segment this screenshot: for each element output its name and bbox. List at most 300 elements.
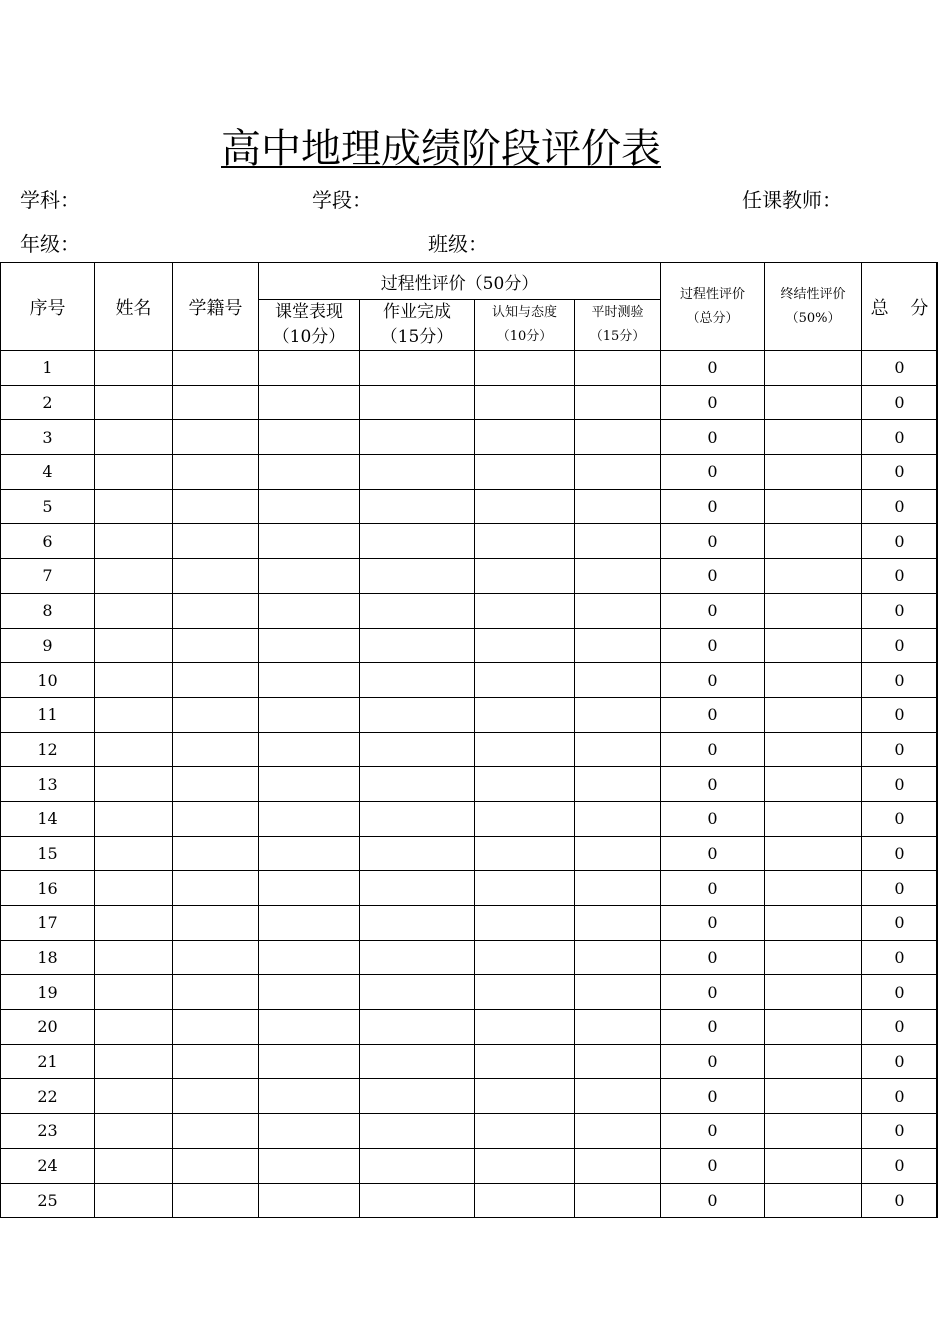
- table-row: [1, 420, 938, 455]
- cell-total: 0: [862, 1148, 938, 1183]
- cell-homework[interactable]: [360, 663, 475, 698]
- table-row: [1, 975, 938, 1010]
- table-row: [1, 697, 938, 732]
- cell-attitude[interactable]: [475, 489, 575, 524]
- header-process-group: 过程性评价（50分）: [259, 263, 661, 300]
- cell-seq: 17: [1, 906, 95, 941]
- cell-attitude[interactable]: [475, 697, 575, 732]
- cell-name[interactable]: [95, 732, 173, 767]
- cell-homework[interactable]: [360, 385, 475, 420]
- cell-process-total: 0: [661, 1079, 765, 1114]
- cell-class-performance[interactable]: [259, 1044, 360, 1079]
- grade-table: [0, 262, 938, 1218]
- cell-class-performance[interactable]: [259, 1148, 360, 1183]
- cell-class-performance[interactable]: [259, 1114, 360, 1149]
- cell-student-id[interactable]: [173, 559, 259, 594]
- cell-student-id[interactable]: [173, 455, 259, 490]
- table-row: [1, 455, 938, 490]
- cell-final-eval[interactable]: [765, 1079, 862, 1114]
- header-seq: 序号: [1, 263, 95, 351]
- cell-process-total: 0: [661, 489, 765, 524]
- cell-name[interactable]: [95, 836, 173, 871]
- cell-attitude[interactable]: [475, 906, 575, 941]
- cell-homework[interactable]: [360, 906, 475, 941]
- table-right-edge: [936, 262, 937, 1217]
- table-row: [1, 489, 938, 524]
- cell-homework[interactable]: [360, 420, 475, 455]
- cell-seq: 25: [1, 1183, 95, 1218]
- cell-seq: 16: [1, 871, 95, 906]
- cell-name[interactable]: [95, 906, 173, 941]
- cell-total: 0: [862, 420, 938, 455]
- cell-final-eval[interactable]: [765, 559, 862, 594]
- cell-attitude[interactable]: [475, 871, 575, 906]
- cell-final-eval[interactable]: [765, 1114, 862, 1149]
- header-final-eval-label: 终结性评价: [780, 286, 846, 302]
- table-row: [1, 1148, 938, 1183]
- header-homework-label: 作业完成: [383, 302, 451, 322]
- cell-final-eval[interactable]: [765, 524, 862, 559]
- cell-final-eval[interactable]: [765, 1183, 862, 1218]
- cell-quiz[interactable]: [575, 836, 661, 871]
- cell-name[interactable]: [95, 628, 173, 663]
- cell-seq: 2: [1, 385, 95, 420]
- cell-class-performance[interactable]: [259, 801, 360, 836]
- cell-seq: 9: [1, 628, 95, 663]
- cell-student-id[interactable]: [173, 836, 259, 871]
- header-homework-pts: （15分）: [380, 327, 454, 347]
- header-quiz-pts: （15分）: [589, 329, 646, 344]
- cell-seq: 7: [1, 559, 95, 594]
- cell-quiz[interactable]: [575, 1114, 661, 1149]
- cell-homework[interactable]: [360, 801, 475, 836]
- cell-seq: 18: [1, 940, 95, 975]
- cell-final-eval[interactable]: [765, 697, 862, 732]
- cell-total: 0: [862, 767, 938, 802]
- cell-student-id[interactable]: [173, 628, 259, 663]
- cell-name[interactable]: [95, 420, 173, 455]
- cell-seq: 22: [1, 1079, 95, 1114]
- cell-homework[interactable]: [360, 1010, 475, 1045]
- header-attitude-pts: （10分）: [496, 329, 553, 344]
- cell-final-eval[interactable]: [765, 1044, 862, 1079]
- cell-seq: 13: [1, 767, 95, 802]
- cell-attitude[interactable]: [475, 351, 575, 386]
- cell-name[interactable]: [95, 1010, 173, 1045]
- cell-final-eval[interactable]: [765, 351, 862, 386]
- cell-final-eval[interactable]: [765, 663, 862, 698]
- cell-name[interactable]: [95, 1114, 173, 1149]
- cell-name[interactable]: [95, 455, 173, 490]
- cell-homework[interactable]: [360, 489, 475, 524]
- table-row: [1, 351, 938, 386]
- cell-process-total: 0: [661, 836, 765, 871]
- cell-homework[interactable]: [360, 940, 475, 975]
- cell-student-id[interactable]: [173, 906, 259, 941]
- cell-attitude[interactable]: [475, 1114, 575, 1149]
- cell-final-eval[interactable]: [765, 975, 862, 1010]
- cell-name[interactable]: [95, 697, 173, 732]
- cell-process-total: 0: [661, 1044, 765, 1079]
- header-total: 总 分: [862, 263, 938, 351]
- cell-name[interactable]: [95, 801, 173, 836]
- cell-quiz[interactable]: [575, 663, 661, 698]
- cell-name[interactable]: [95, 524, 173, 559]
- table-row: [1, 593, 938, 628]
- cell-final-eval[interactable]: [765, 836, 862, 871]
- cell-total: 0: [862, 385, 938, 420]
- cell-quiz[interactable]: [575, 732, 661, 767]
- cell-homework[interactable]: [360, 836, 475, 871]
- cell-class-performance[interactable]: [259, 385, 360, 420]
- cell-seq: 23: [1, 1114, 95, 1149]
- cell-name[interactable]: [95, 871, 173, 906]
- cell-total: 0: [862, 1114, 938, 1149]
- cell-quiz[interactable]: [575, 455, 661, 490]
- cell-process-total: 0: [661, 385, 765, 420]
- table-row: [1, 524, 938, 559]
- cell-process-total: 0: [661, 663, 765, 698]
- header-process-total: [661, 263, 765, 351]
- cell-final-eval[interactable]: [765, 871, 862, 906]
- cell-process-total: 0: [661, 801, 765, 836]
- cell-process-total: 0: [661, 767, 765, 802]
- cell-homework[interactable]: [360, 593, 475, 628]
- cell-total: 0: [862, 1079, 938, 1114]
- cell-quiz[interactable]: [575, 1079, 661, 1114]
- cell-name[interactable]: [95, 940, 173, 975]
- cell-seq: 6: [1, 524, 95, 559]
- cell-attitude[interactable]: [475, 1010, 575, 1045]
- cell-process-total: 0: [661, 420, 765, 455]
- cell-class-performance[interactable]: [259, 1079, 360, 1114]
- cell-final-eval[interactable]: [765, 906, 862, 941]
- header-attitude-label: 认知与态度: [491, 305, 557, 320]
- cell-attitude[interactable]: [475, 420, 575, 455]
- grade-table-body: [1, 351, 938, 1218]
- cell-process-total: 0: [661, 906, 765, 941]
- cell-final-eval[interactable]: [765, 455, 862, 490]
- table-row: [1, 940, 938, 975]
- cell-quiz[interactable]: [575, 1183, 661, 1218]
- cell-attitude[interactable]: [475, 801, 575, 836]
- cell-process-total: 0: [661, 559, 765, 594]
- cell-class-performance[interactable]: [259, 559, 360, 594]
- cell-name[interactable]: [95, 975, 173, 1010]
- cell-attitude[interactable]: [475, 628, 575, 663]
- table-row: [1, 906, 938, 941]
- cell-quiz[interactable]: [575, 906, 661, 941]
- cell-name[interactable]: [95, 767, 173, 802]
- table-row: [1, 836, 938, 871]
- cell-final-eval[interactable]: [765, 628, 862, 663]
- cell-quiz[interactable]: [575, 975, 661, 1010]
- header-process-total-label: 过程性评价: [680, 286, 746, 302]
- cell-final-eval[interactable]: [765, 1148, 862, 1183]
- cell-name[interactable]: [95, 1044, 173, 1079]
- cell-quiz[interactable]: [575, 1044, 661, 1079]
- header-class-performance-pts: （10分）: [272, 327, 346, 347]
- cell-total: 0: [862, 975, 938, 1010]
- cell-final-eval[interactable]: [765, 489, 862, 524]
- cell-class-performance[interactable]: [259, 663, 360, 698]
- cell-process-total: 0: [661, 628, 765, 663]
- cell-student-id[interactable]: [173, 940, 259, 975]
- cell-process-total: 0: [661, 940, 765, 975]
- table-row: [1, 628, 938, 663]
- table-row: [1, 801, 938, 836]
- cell-total: 0: [862, 732, 938, 767]
- cell-attitude[interactable]: [475, 1183, 575, 1218]
- cell-student-id[interactable]: [173, 1148, 259, 1183]
- cell-student-id[interactable]: [173, 732, 259, 767]
- cell-homework[interactable]: [360, 1079, 475, 1114]
- cell-seq: 5: [1, 489, 95, 524]
- cell-total: 0: [862, 1044, 938, 1079]
- cell-class-performance[interactable]: [259, 593, 360, 628]
- cell-homework[interactable]: [360, 1148, 475, 1183]
- cell-name[interactable]: [95, 489, 173, 524]
- cell-seq: 24: [1, 1148, 95, 1183]
- cell-final-eval[interactable]: [765, 593, 862, 628]
- cell-student-id[interactable]: [173, 1079, 259, 1114]
- cell-homework[interactable]: [360, 1183, 475, 1218]
- cell-final-eval[interactable]: [765, 732, 862, 767]
- teacher-label: 任课教师：: [742, 188, 842, 212]
- cell-class-performance[interactable]: [259, 836, 360, 871]
- cell-seq: 1: [1, 351, 95, 386]
- cell-quiz[interactable]: [575, 628, 661, 663]
- cell-homework[interactable]: [360, 1114, 475, 1149]
- cell-total: 0: [862, 940, 938, 975]
- cell-class-performance[interactable]: [259, 524, 360, 559]
- cell-process-total: 0: [661, 697, 765, 732]
- cell-process-total: 0: [661, 524, 765, 559]
- cell-homework[interactable]: [360, 697, 475, 732]
- cell-attitude[interactable]: [475, 1079, 575, 1114]
- cell-homework[interactable]: [360, 351, 475, 386]
- cell-attitude[interactable]: [475, 975, 575, 1010]
- cell-student-id[interactable]: [173, 1044, 259, 1079]
- cell-class-performance[interactable]: [259, 871, 360, 906]
- header-final-eval-sub: （50%）: [785, 310, 841, 326]
- cell-class-performance[interactable]: [259, 489, 360, 524]
- cell-attitude[interactable]: [475, 455, 575, 490]
- cell-seq: 15: [1, 836, 95, 871]
- cell-homework[interactable]: [360, 559, 475, 594]
- cell-class-performance[interactable]: [259, 906, 360, 941]
- cell-quiz[interactable]: [575, 801, 661, 836]
- cell-total: 0: [862, 351, 938, 386]
- table-row: [1, 663, 938, 698]
- cell-attitude[interactable]: [475, 836, 575, 871]
- cell-class-performance[interactable]: [259, 1183, 360, 1218]
- table-row: [1, 385, 938, 420]
- table-row: [1, 1010, 938, 1045]
- cell-quiz[interactable]: [575, 940, 661, 975]
- cell-student-id[interactable]: [173, 593, 259, 628]
- cell-process-total: 0: [661, 975, 765, 1010]
- cell-final-eval[interactable]: [765, 420, 862, 455]
- cell-homework[interactable]: [360, 524, 475, 559]
- cell-student-id[interactable]: [173, 975, 259, 1010]
- cell-attitude[interactable]: [475, 385, 575, 420]
- cell-attitude[interactable]: [475, 593, 575, 628]
- cell-total: 0: [862, 871, 938, 906]
- subject-label: 学科：: [20, 188, 80, 212]
- cell-student-id[interactable]: [173, 767, 259, 802]
- cell-student-id[interactable]: [173, 524, 259, 559]
- cell-attitude[interactable]: [475, 767, 575, 802]
- cell-student-id[interactable]: [173, 697, 259, 732]
- cell-total: 0: [862, 1010, 938, 1045]
- cell-process-total: 0: [661, 1183, 765, 1218]
- cell-process-total: 0: [661, 1114, 765, 1149]
- cell-quiz[interactable]: [575, 559, 661, 594]
- cell-class-performance[interactable]: [259, 1010, 360, 1045]
- cell-seq: 14: [1, 801, 95, 836]
- cell-class-performance[interactable]: [259, 767, 360, 802]
- cell-name[interactable]: [95, 1148, 173, 1183]
- cell-total: 0: [862, 697, 938, 732]
- cell-seq: 8: [1, 593, 95, 628]
- cell-process-total: 0: [661, 1148, 765, 1183]
- cell-quiz[interactable]: [575, 871, 661, 906]
- cell-total: 0: [862, 593, 938, 628]
- cell-student-id[interactable]: [173, 351, 259, 386]
- cell-homework[interactable]: [360, 1044, 475, 1079]
- cell-student-id[interactable]: [173, 663, 259, 698]
- table-row: [1, 732, 938, 767]
- cell-student-id[interactable]: [173, 871, 259, 906]
- cell-student-id[interactable]: [173, 385, 259, 420]
- header-final-eval: [765, 263, 862, 351]
- cell-seq: 12: [1, 732, 95, 767]
- cell-process-total: 0: [661, 871, 765, 906]
- cell-attitude[interactable]: [475, 1148, 575, 1183]
- cell-quiz[interactable]: [575, 524, 661, 559]
- grade-label: 年级：: [20, 232, 80, 256]
- cell-final-eval[interactable]: [765, 801, 862, 836]
- cell-seq: 4: [1, 455, 95, 490]
- cell-total: 0: [862, 489, 938, 524]
- cell-student-id[interactable]: [173, 1114, 259, 1149]
- cell-homework[interactable]: [360, 455, 475, 490]
- header-name: 姓名: [95, 263, 173, 351]
- cell-class-performance[interactable]: [259, 420, 360, 455]
- cell-quiz[interactable]: [575, 767, 661, 802]
- cell-attitude[interactable]: [475, 940, 575, 975]
- cell-quiz[interactable]: [575, 593, 661, 628]
- stage-label: 学段：: [312, 188, 372, 212]
- cell-attitude[interactable]: [475, 524, 575, 559]
- cell-name[interactable]: [95, 385, 173, 420]
- cell-student-id[interactable]: [173, 1183, 259, 1218]
- cell-total: 0: [862, 524, 938, 559]
- cell-name[interactable]: [95, 351, 173, 386]
- cell-final-eval[interactable]: [765, 1010, 862, 1045]
- cell-total: 0: [862, 455, 938, 490]
- cell-class-performance[interactable]: [259, 628, 360, 663]
- cell-quiz[interactable]: [575, 489, 661, 524]
- cell-student-id[interactable]: [173, 489, 259, 524]
- cell-name[interactable]: [95, 1079, 173, 1114]
- cell-homework[interactable]: [360, 975, 475, 1010]
- cell-name[interactable]: [95, 1183, 173, 1218]
- cell-seq: 19: [1, 975, 95, 1010]
- cell-seq: 11: [1, 697, 95, 732]
- cell-class-performance[interactable]: [259, 975, 360, 1010]
- cell-student-id[interactable]: [173, 801, 259, 836]
- cell-quiz[interactable]: [575, 1148, 661, 1183]
- cell-total: 0: [862, 663, 938, 698]
- cell-homework[interactable]: [360, 732, 475, 767]
- cell-quiz[interactable]: [575, 1010, 661, 1045]
- cell-class-performance[interactable]: [259, 697, 360, 732]
- cell-final-eval[interactable]: [765, 385, 862, 420]
- table-row: [1, 1183, 938, 1218]
- header-quiz: [575, 300, 661, 351]
- cell-class-performance[interactable]: [259, 940, 360, 975]
- cell-homework[interactable]: [360, 628, 475, 663]
- cell-process-total: 0: [661, 455, 765, 490]
- cell-attitude[interactable]: [475, 663, 575, 698]
- table-row: [1, 1079, 938, 1114]
- header-attitude: [475, 300, 575, 351]
- cell-final-eval[interactable]: [765, 940, 862, 975]
- cell-name[interactable]: [95, 559, 173, 594]
- cell-homework[interactable]: [360, 871, 475, 906]
- header-homework: [360, 300, 475, 351]
- cell-total: 0: [862, 906, 938, 941]
- cell-name[interactable]: [95, 663, 173, 698]
- cell-quiz[interactable]: [575, 420, 661, 455]
- cell-total: 0: [862, 836, 938, 871]
- cell-homework[interactable]: [360, 767, 475, 802]
- cell-student-id[interactable]: [173, 420, 259, 455]
- cell-class-performance[interactable]: [259, 732, 360, 767]
- table-row: [1, 767, 938, 802]
- header-class-performance-label: 课堂表现: [275, 302, 343, 322]
- cell-seq: 3: [1, 420, 95, 455]
- cell-attitude[interactable]: [475, 1044, 575, 1079]
- cell-name[interactable]: [95, 593, 173, 628]
- page-title: [0, 122, 882, 176]
- cell-final-eval[interactable]: [765, 767, 862, 802]
- cell-class-performance[interactable]: [259, 455, 360, 490]
- cell-seq: 20: [1, 1010, 95, 1045]
- cell-attitude[interactable]: [475, 732, 575, 767]
- class-label: 班级：: [428, 232, 488, 256]
- cell-total: 0: [862, 628, 938, 663]
- cell-quiz[interactable]: [575, 385, 661, 420]
- header-process-total-sub: （总分）: [686, 310, 739, 326]
- cell-quiz[interactable]: [575, 351, 661, 386]
- cell-process-total: 0: [661, 1010, 765, 1045]
- cell-student-id[interactable]: [173, 1010, 259, 1045]
- cell-attitude[interactable]: [475, 559, 575, 594]
- cell-class-performance[interactable]: [259, 351, 360, 386]
- header-quiz-label: 平时测验: [591, 305, 644, 320]
- header-student-id: 学籍号: [173, 263, 259, 351]
- table-row: [1, 1114, 938, 1149]
- cell-seq: 21: [1, 1044, 95, 1079]
- table-row: [1, 1044, 938, 1079]
- cell-total: 0: [862, 1183, 938, 1218]
- cell-quiz[interactable]: [575, 697, 661, 732]
- table-row: [1, 559, 938, 594]
- cell-seq: 10: [1, 663, 95, 698]
